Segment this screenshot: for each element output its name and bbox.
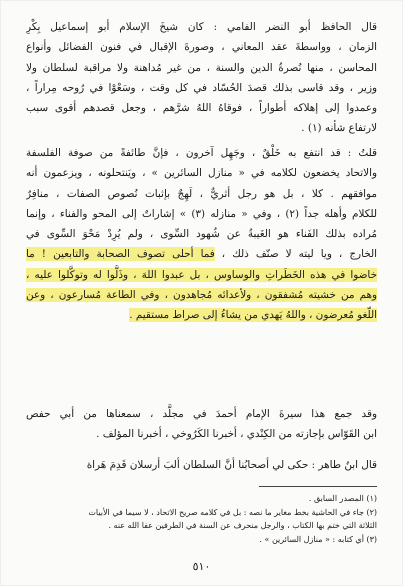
- text-line: والاتحاد يخضعون لكلامه في « منازل السائرين » ، ويَنتحلونه ، ويزعمون أنه: [26, 167, 377, 180]
- footnote: الثلاثة التي ختم بها الكتاب ، والرجل منحرف عن السنة في الطرفين عفا الله عنه .: [108, 521, 377, 530]
- footnote: (٢) جاء في الحاشية بخط مغاير ما نصه : بل في كلامه صريح الاتحاد ، لا سيما في الأبيات: [88, 507, 377, 517]
- text-line-highlighted: [26, 265, 377, 285]
- text-line: ابن القَوّاس بإجازته من الكِنْدي ، أخبرنا الكَرُوخي ، أخبرنا المؤلف .: [96, 428, 377, 441]
- paragraph-ibn-tahir: [26, 455, 377, 475]
- paragraph-hafiz-quote: [26, 17, 377, 139]
- text-line: وعمدوا إلى إهلاكه أطواراً ، فوقاهُ اللهُ شرَّهم ، وجعل قصدهم أقوى سبب: [26, 102, 377, 115]
- text-line: الزمان ، وواسطةَ عقد المعاني ، وصورةَ الإقبال في فنون الفضائل وأنواع: [26, 41, 377, 54]
- text-line: قال الحافظ أبو النضر الفامي : كان شيخَ الإسلام أبو إسماعيل بِكْرِ: [26, 21, 377, 33]
- footnote: (٣) أي كتابه : « منازل السائرين » .: [259, 534, 377, 544]
- text-line: موافقهم . كلا ، بل هو رجل أثريٌّ ، لَهِجٌ بإثبات نُصوص الصفات ، منافِرٌ: [26, 187, 377, 200]
- text-line: المحاسن ، منها نُصرةُ الدين والسنة ، من غير مُداهنة ولا مراقبة لسلطان ولا: [26, 61, 377, 74]
- text-line: قال ابنُ طاهر : حكى لي أصحابُنا أنَّ السلطان ألبَ أرسلان قَدِمَ هَراة: [86, 459, 377, 471]
- plain-text: الخارج ، ويا ليته لا صنّف ذلك ،: [214, 248, 377, 261]
- paragraph-author-comment: [26, 143, 377, 326]
- text-line: للكلام وأهله جداً (٢) ، وفي « منازله (٣) » إشاراتٌ إلى المحو والفناء ، وإنما: [26, 207, 377, 220]
- footnotes: [26, 492, 377, 546]
- text-line-partly-highlighted: [26, 244, 377, 264]
- highlighted-text: اللّغو مُعرضون ، واللهُ يَهدي من يشاءُ إلى صراط مستقيم .: [129, 309, 377, 322]
- text-line: وزير ، وقد قاسى بذلك قصدَ الحُسّاد في كل وقت ، وسَعْوْا في رُوحه مِراراً ،: [26, 81, 377, 94]
- text-line-highlighted: [26, 305, 377, 325]
- highlighted-text: خاضوا في هذه الخَطَراتِ والوساوس ، بل عبدوا اللهَ ، وذَلُّوا له وتوكَّلوا عليه ،: [26, 268, 377, 281]
- page-number: ٥١٠: [192, 560, 211, 573]
- text-line: وقد جمع هذا سيرةَ الإمام أحمدَ في مجلَّد ، سمعناها من أبي حفص: [26, 408, 377, 420]
- footnote-divider: [259, 486, 377, 487]
- text-line: لارتفاع شأنه (١) .: [301, 122, 377, 135]
- paragraph-biography-note: [26, 404, 377, 445]
- highlighted-text: وهم من خشيته مُشفقون ، ولأعدائه مُجاهدون ، وفي الطاعة مُسارعون ، وعن: [26, 289, 377, 302]
- text-line-highlighted: [26, 285, 377, 305]
- highlighted-text: فما أحلى تصوف الصحابة والتابعين ! ما: [26, 248, 215, 261]
- text-line: قلتُ : قد انتفع به خَلْقٌ ، وجَهِل آخرون ، فإنَّ طائفةً من صوفة الفلسفة: [26, 147, 377, 159]
- text-line: مُراده بذلك الفَناء هو الغَيبةُ عن شُهود السِّوى ، ولم يُرِدْ مَحْوَ السِّوى في: [26, 228, 377, 241]
- footnote: (١) المصدر السابق .: [308, 494, 377, 503]
